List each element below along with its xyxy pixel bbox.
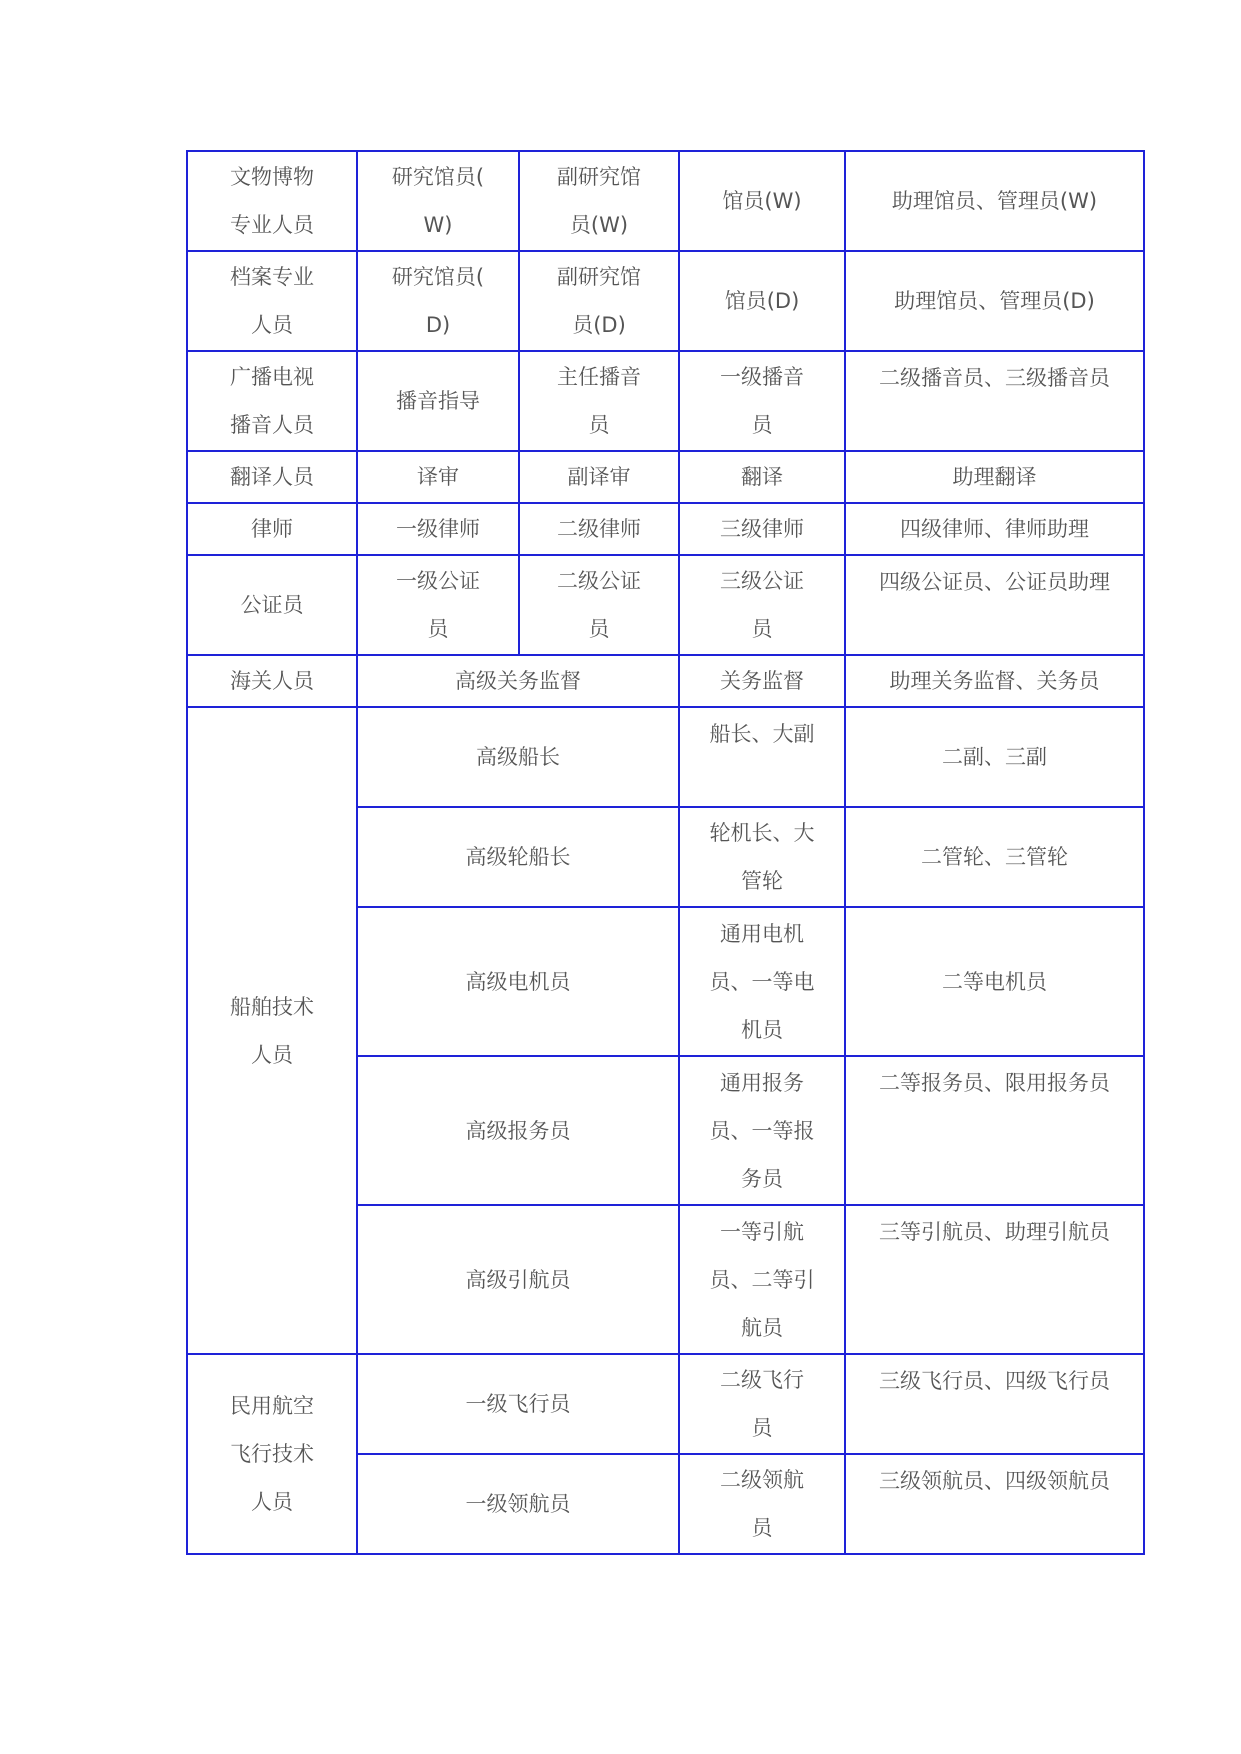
table-row	[187, 1354, 1144, 1454]
intermediate-title-cell: 一级播音 员	[679, 351, 845, 451]
deputy-senior-title-cell: 副研究馆 员(W)	[519, 151, 679, 251]
category-cell: 船舶技术 人员	[187, 707, 357, 1354]
junior-title-cell: 二等电机员	[845, 907, 1144, 1056]
junior-title-cell: 三级飞行员、四级飞行员	[845, 1354, 1144, 1454]
senior-title-cell: 高级关务监督	[357, 655, 679, 707]
senior-title-cell: 一级飞行员	[357, 1354, 679, 1454]
senior-title-cell: 高级电机员	[357, 907, 679, 1056]
junior-title-cell: 助理馆员、管理员(D)	[845, 251, 1144, 351]
intermediate-title-cell: 三级律师	[679, 503, 845, 555]
senior-title-cell: 一级领航员	[357, 1454, 679, 1554]
senior-title-cell: 研究馆员( W)	[357, 151, 519, 251]
junior-title-cell: 助理关务监督、关务员	[845, 655, 1144, 707]
senior-title-cell: 译审	[357, 451, 519, 503]
senior-title-cell: 一级公证 员	[357, 555, 519, 655]
intermediate-title-cell: 通用电机 员、一等电 机员	[679, 907, 845, 1056]
senior-title-cell: 高级引航员	[357, 1205, 679, 1354]
table-row	[187, 451, 1144, 503]
junior-title-cell: 二级播音员、三级播音员	[845, 351, 1144, 451]
senior-title-cell: 高级轮船长	[357, 807, 679, 907]
intermediate-title-cell: 翻译	[679, 451, 845, 503]
deputy-senior-title-cell: 主任播音 员	[519, 351, 679, 451]
senior-title-cell: 一级律师	[357, 503, 519, 555]
junior-title-cell: 二管轮、三管轮	[845, 807, 1144, 907]
junior-title-cell: 三等引航员、助理引航员	[845, 1205, 1144, 1354]
junior-title-cell: 四级律师、律师助理	[845, 503, 1144, 555]
table-row	[187, 503, 1144, 555]
table-row	[187, 555, 1144, 655]
intermediate-title-cell: 船长、大副	[679, 707, 845, 807]
senior-title-cell: 研究馆员( D)	[357, 251, 519, 351]
table-row	[187, 251, 1144, 351]
junior-title-cell: 二等报务员、限用报务员	[845, 1056, 1144, 1205]
deputy-senior-title-cell: 副研究馆 员(D)	[519, 251, 679, 351]
junior-title-cell: 助理馆员、管理员(W)	[845, 151, 1144, 251]
intermediate-title-cell: 关务监督	[679, 655, 845, 707]
intermediate-title-cell: 通用报务 员、一等报 务员	[679, 1056, 845, 1205]
deputy-senior-title-cell: 副译审	[519, 451, 679, 503]
category-cell: 翻译人员	[187, 451, 357, 503]
senior-title-cell: 播音指导	[357, 351, 519, 451]
deputy-senior-title-cell: 二级律师	[519, 503, 679, 555]
junior-title-cell: 二副、三副	[845, 707, 1144, 807]
senior-title-cell: 高级报务员	[357, 1056, 679, 1205]
intermediate-title-cell: 馆员(W)	[679, 151, 845, 251]
category-cell: 文物博物 专业人员	[187, 151, 357, 251]
junior-title-cell: 助理翻译	[845, 451, 1144, 503]
intermediate-title-cell: 轮机长、大 管轮	[679, 807, 845, 907]
category-cell: 海关人员	[187, 655, 357, 707]
intermediate-title-cell: 二级飞行 员	[679, 1354, 845, 1454]
category-cell: 律师	[187, 503, 357, 555]
junior-title-cell: 四级公证员、公证员助理	[845, 555, 1144, 655]
deputy-senior-title-cell: 二级公证 员	[519, 555, 679, 655]
intermediate-title-cell: 二级领航 员	[679, 1454, 845, 1554]
title-grade-table	[186, 150, 1145, 1555]
intermediate-title-cell: 三级公证 员	[679, 555, 845, 655]
category-cell: 民用航空 飞行技术 人员	[187, 1354, 357, 1554]
category-cell: 档案专业 人员	[187, 251, 357, 351]
senior-title-cell: 高级船长	[357, 707, 679, 807]
table-row	[187, 151, 1144, 251]
intermediate-title-cell: 一等引航 员、二等引 航员	[679, 1205, 845, 1354]
table-row	[187, 655, 1144, 707]
table-row	[187, 351, 1144, 451]
table-row	[187, 707, 1144, 807]
junior-title-cell: 三级领航员、四级领航员	[845, 1454, 1144, 1554]
category-cell: 公证员	[187, 555, 357, 655]
intermediate-title-cell: 馆员(D)	[679, 251, 845, 351]
category-cell: 广播电视 播音人员	[187, 351, 357, 451]
